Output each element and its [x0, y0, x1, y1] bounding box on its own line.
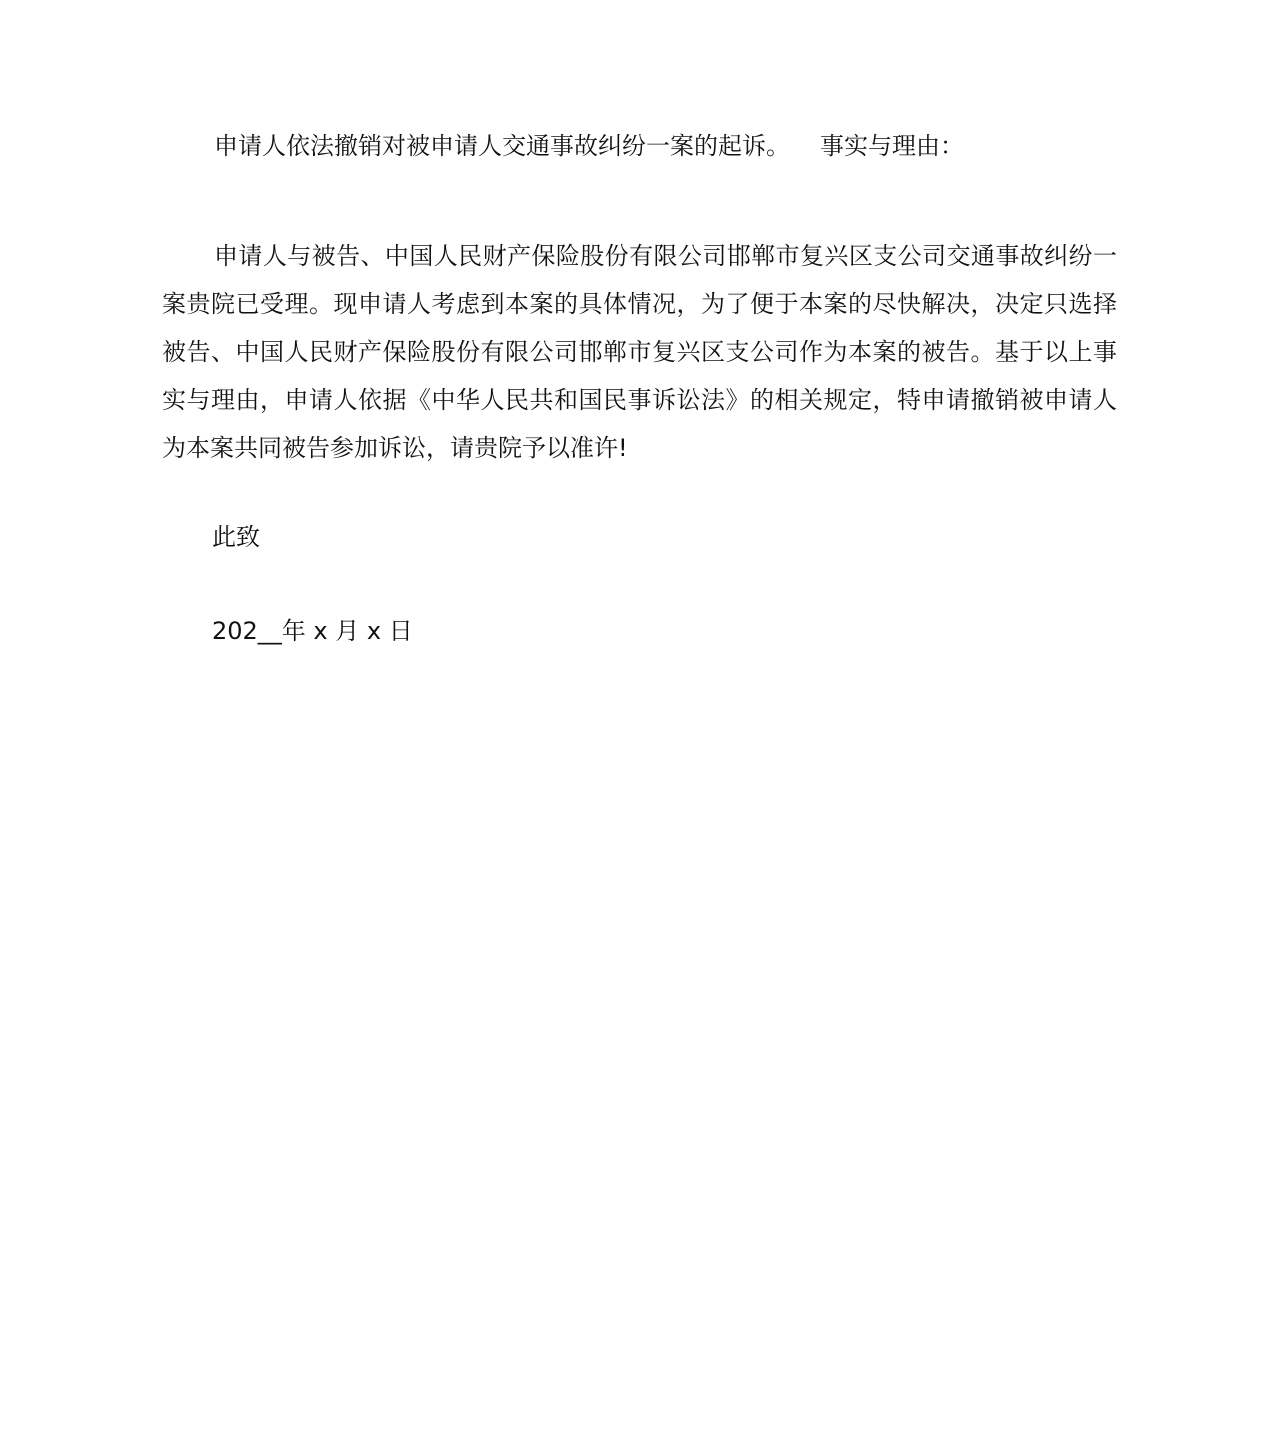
- body-paragraph: 申请人与被告、中国人民财产保险股份有限公司邯郸市复兴区支公司交通事故纠纷一案贵院已受理。现申请人考虑到本案的具体情况，为了便于本案的尽快解决，决定只选择被告、中国人民财产保险股份有限公司邯郸市复兴区支公司作为本案的被告。基于以上事实与理由，申请人依据《中华人民共和国民事诉讼法》的相关规定，特申请撤销被申请人为本案共同被告参加诉讼，请贵院予以准许!: [162, 242, 1117, 462]
- date-line: 202__年 x 月 x 日: [212, 617, 413, 645]
- closing-salutation: 此致: [212, 523, 260, 551]
- request-line: [214, 131, 964, 161]
- request-text: 申请人依法撤销对被申请人交通事故纠纷一案的起诉。: [214, 132, 790, 160]
- facts-heading: 事实与理由：: [820, 132, 964, 160]
